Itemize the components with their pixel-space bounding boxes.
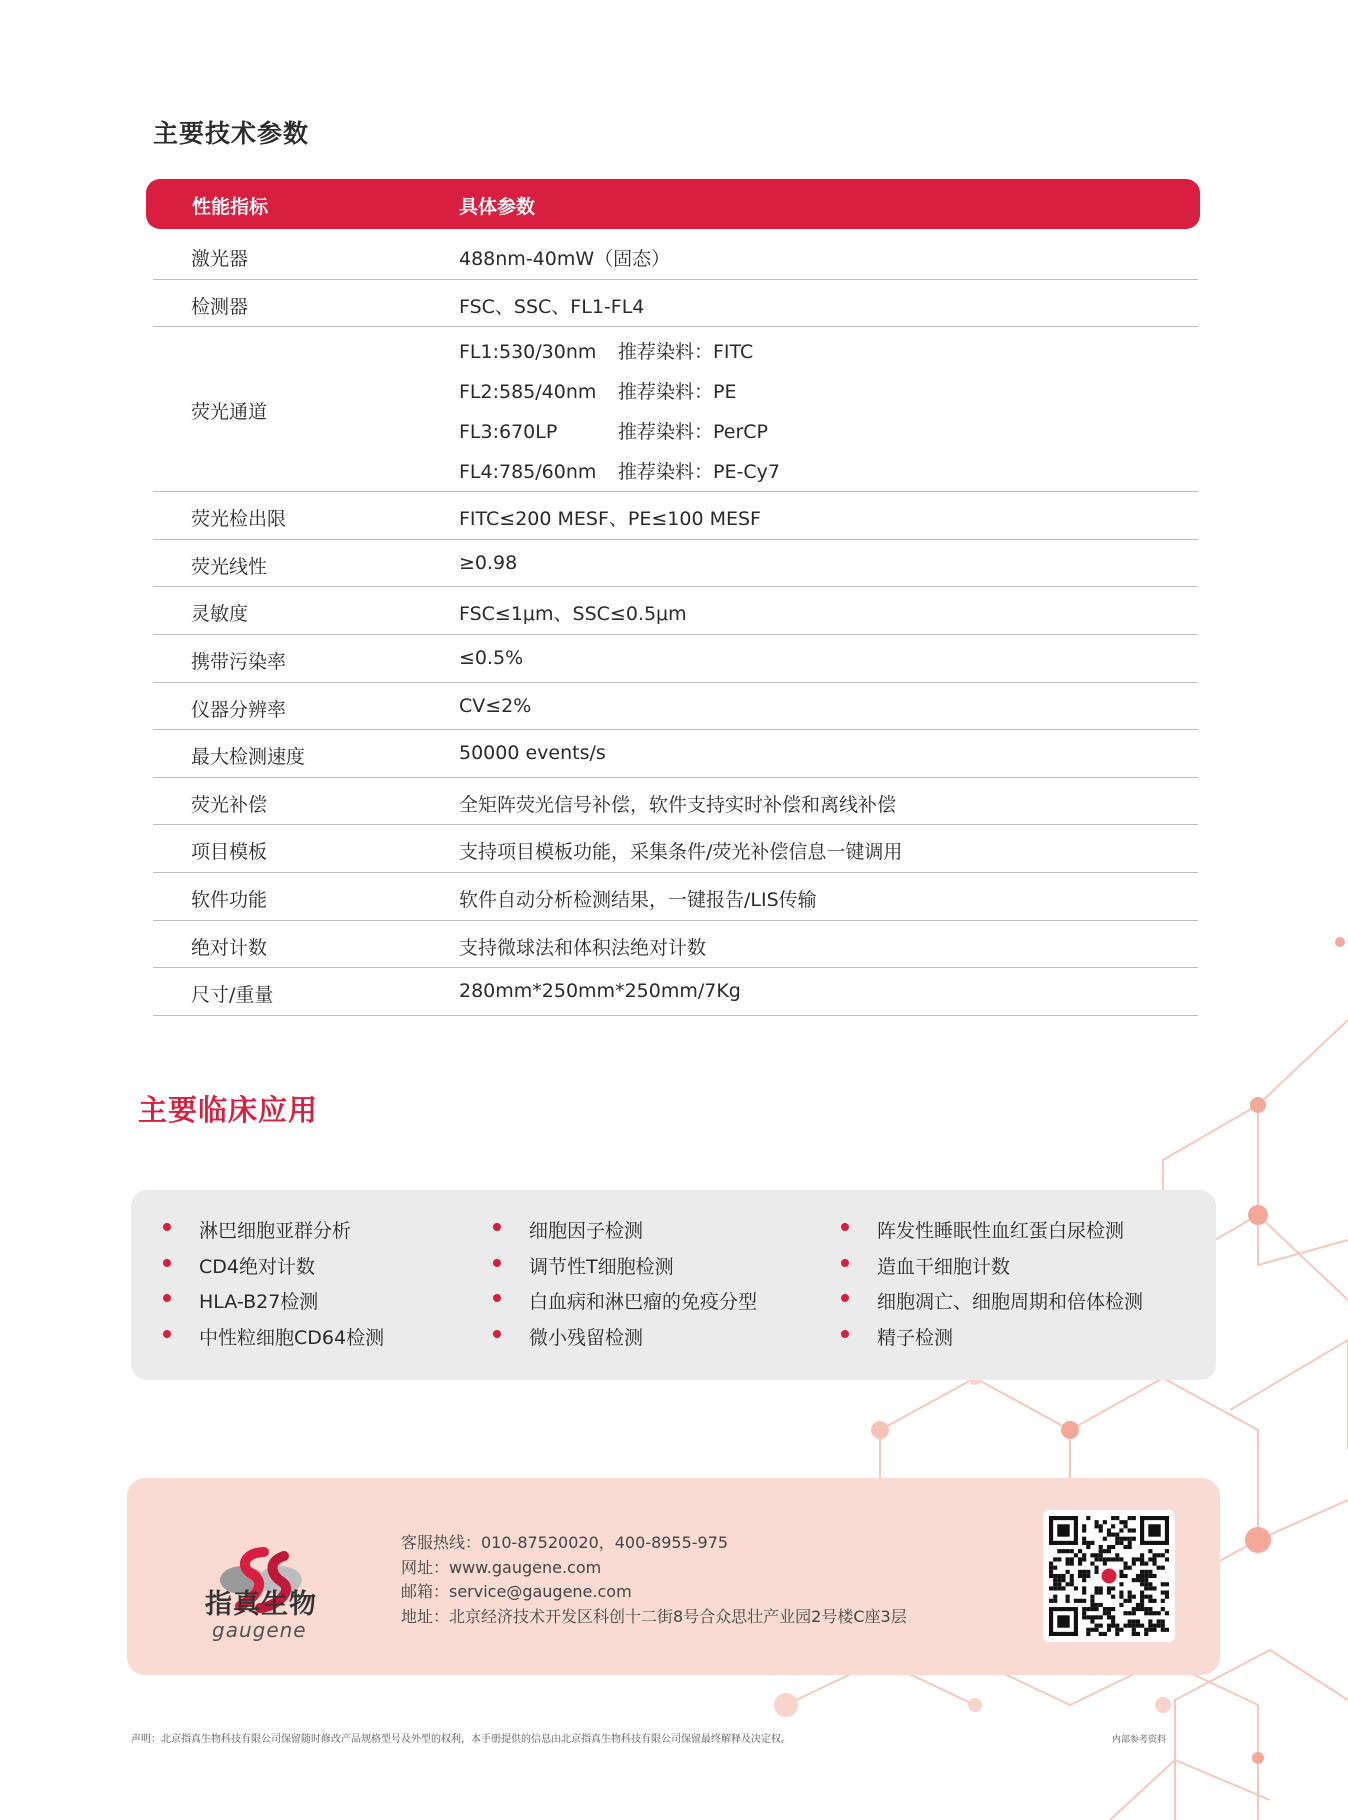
table-row	[153, 635, 1198, 683]
bullet-icon	[163, 1259, 171, 1267]
row-value: 全矩阵荧光信号补偿，软件支持实时补偿和离线补偿	[459, 793, 897, 816]
row-value: 支持微球法和体积法绝对计数	[459, 936, 707, 959]
list-item: 细胞凋亡、细胞周期和倍体检测	[841, 1287, 1143, 1323]
row-value: 488nm-40mW（固态）	[459, 248, 671, 270]
bullet-icon	[841, 1259, 849, 1267]
table-row	[153, 778, 1198, 826]
list-item: CD4绝对计数	[163, 1252, 384, 1288]
row-label: 项目模板	[191, 841, 268, 864]
specs-section-title: 主要技术参数	[153, 119, 310, 148]
bullet-icon	[493, 1330, 501, 1338]
clinical-applications-panel	[131, 1190, 1216, 1380]
header-col-indicator: 性能指标	[192, 196, 269, 218]
clinical-column	[841, 1216, 1143, 1358]
table-row	[153, 540, 1198, 588]
channel-line	[459, 417, 768, 444]
channel-line	[459, 457, 780, 484]
row-label: 绝对计数	[191, 936, 268, 959]
hotline-text: 客服热线：010-87520020，400-8955-975	[401, 1533, 729, 1552]
bullet-icon	[163, 1294, 171, 1302]
bullet-icon	[493, 1223, 501, 1231]
list-item: HLA-B27检测	[163, 1287, 384, 1323]
clinical-section-title: 主要临床应用	[138, 1093, 319, 1127]
spec-table	[153, 232, 1198, 1016]
table-row	[153, 730, 1198, 778]
row-value: 280mm*250mm*250mm/7Kg	[459, 980, 741, 1003]
channel-dye: 推荐染料：PE-Cy7	[618, 461, 780, 484]
channel-dye: 推荐染料：FITC	[618, 341, 754, 364]
row-value: 支持项目模板功能，采集条件/荧光补偿信息一键调用	[459, 841, 903, 864]
bullet-icon	[841, 1294, 849, 1302]
table-row-fluorescence-channels	[153, 327, 1198, 492]
channel-spec: FL3:670LP	[459, 421, 558, 444]
row-label: 携带污染率	[191, 650, 287, 673]
list-item: 阵发性睡眠性血红蛋白尿检测	[841, 1216, 1143, 1252]
table-row	[153, 280, 1198, 328]
channel-spec: FL4:785/60nm	[459, 461, 597, 484]
table-row	[153, 921, 1198, 969]
row-value: FITC≤200 MESF、PE≤100 MESF	[459, 508, 761, 531]
row-value: ≥0.98	[459, 551, 518, 574]
header-col-parameter: 具体参数	[459, 196, 536, 218]
row-label: 检测器	[191, 295, 249, 318]
row-label: 仪器分辨率	[191, 698, 287, 721]
row-label: 荧光补偿	[191, 793, 268, 816]
row-value: FSC≤1μm、SSC≤0.5μm	[459, 603, 687, 626]
bullet-icon	[493, 1259, 501, 1267]
website-link[interactable]: 网址：www.gaugene.com	[401, 1557, 602, 1577]
brand-name-en: gaugene	[212, 1618, 307, 1642]
row-value: CV≤2%	[459, 694, 532, 717]
table-row	[153, 968, 1198, 1016]
channel-dye: 推荐染料：PerCP	[618, 421, 769, 444]
channel-dye: 推荐染料：PE	[618, 381, 737, 404]
channel-line	[459, 337, 753, 364]
brand-name-cn: 指真生物	[205, 1589, 317, 1620]
row-value: 软件自动分析检测结果，一键报告/LIS传输	[459, 888, 817, 911]
list-item: 中性粒细胞CD64检测	[163, 1323, 384, 1359]
spec-table-header	[146, 179, 1200, 229]
clinical-column	[493, 1216, 757, 1358]
contact-info	[401, 1530, 907, 1628]
row-label: 激光器	[191, 248, 249, 270]
list-item: 调节性T细胞检测	[493, 1252, 757, 1288]
list-item: 造血干细胞计数	[841, 1252, 1143, 1288]
list-item: 精子检测	[841, 1323, 1143, 1359]
channel-spec: FL1:530/30nm	[459, 341, 597, 364]
table-row	[153, 683, 1198, 731]
list-item: 微小残留检测	[493, 1323, 757, 1359]
contact-footer	[127, 1478, 1220, 1675]
bullet-icon	[163, 1330, 171, 1338]
row-label: 软件功能	[191, 888, 268, 911]
row-value: 50000 events/s	[459, 742, 606, 765]
table-row	[153, 232, 1198, 280]
bullet-icon	[841, 1330, 849, 1338]
row-label: 最大检测速度	[191, 746, 306, 769]
table-row	[153, 873, 1198, 921]
channel-spec: FL2:585/40nm	[459, 381, 597, 404]
row-label: 灵敏度	[191, 603, 249, 626]
channel-line	[459, 377, 736, 404]
list-item: 白血病和淋巴瘤的免疫分型	[493, 1287, 757, 1323]
email-link[interactable]: 邮箱：service@gaugene.com	[401, 1582, 632, 1601]
row-label: 荧光通道	[191, 401, 268, 424]
row-value: FSC、SSC、FL1-FL4	[459, 295, 645, 318]
clinical-column	[163, 1216, 384, 1358]
qr-code-icon	[1049, 1516, 1169, 1636]
bullet-icon	[841, 1223, 849, 1231]
row-label: 尺寸/重量	[191, 984, 274, 1007]
table-row	[153, 825, 1198, 873]
internal-reference-note: 内部参考资料	[1112, 1735, 1167, 1745]
list-item: 淋巴细胞亚群分析	[163, 1216, 384, 1252]
row-label: 荧光线性	[191, 555, 268, 578]
row-label: 荧光检出限	[191, 508, 287, 531]
table-row	[153, 492, 1198, 540]
address-text: 地址：北京经济技术开发区科创十二街8号合众思壮产业园2号楼C座3层	[401, 1606, 907, 1626]
bullet-icon	[163, 1223, 171, 1231]
qr-code	[1043, 1510, 1175, 1642]
row-value: ≤0.5%	[459, 646, 524, 669]
table-row	[153, 587, 1198, 635]
disclaimer-text: 声明：北京指真生物科技有限公司保留随时修改产品规格型号及外型的权利，本手册提供的信息由北京指真生物科技有限公司保留最终解释及决定权。	[131, 1734, 791, 1745]
list-item: 细胞因子检测	[493, 1216, 757, 1252]
bullet-icon	[493, 1294, 501, 1302]
